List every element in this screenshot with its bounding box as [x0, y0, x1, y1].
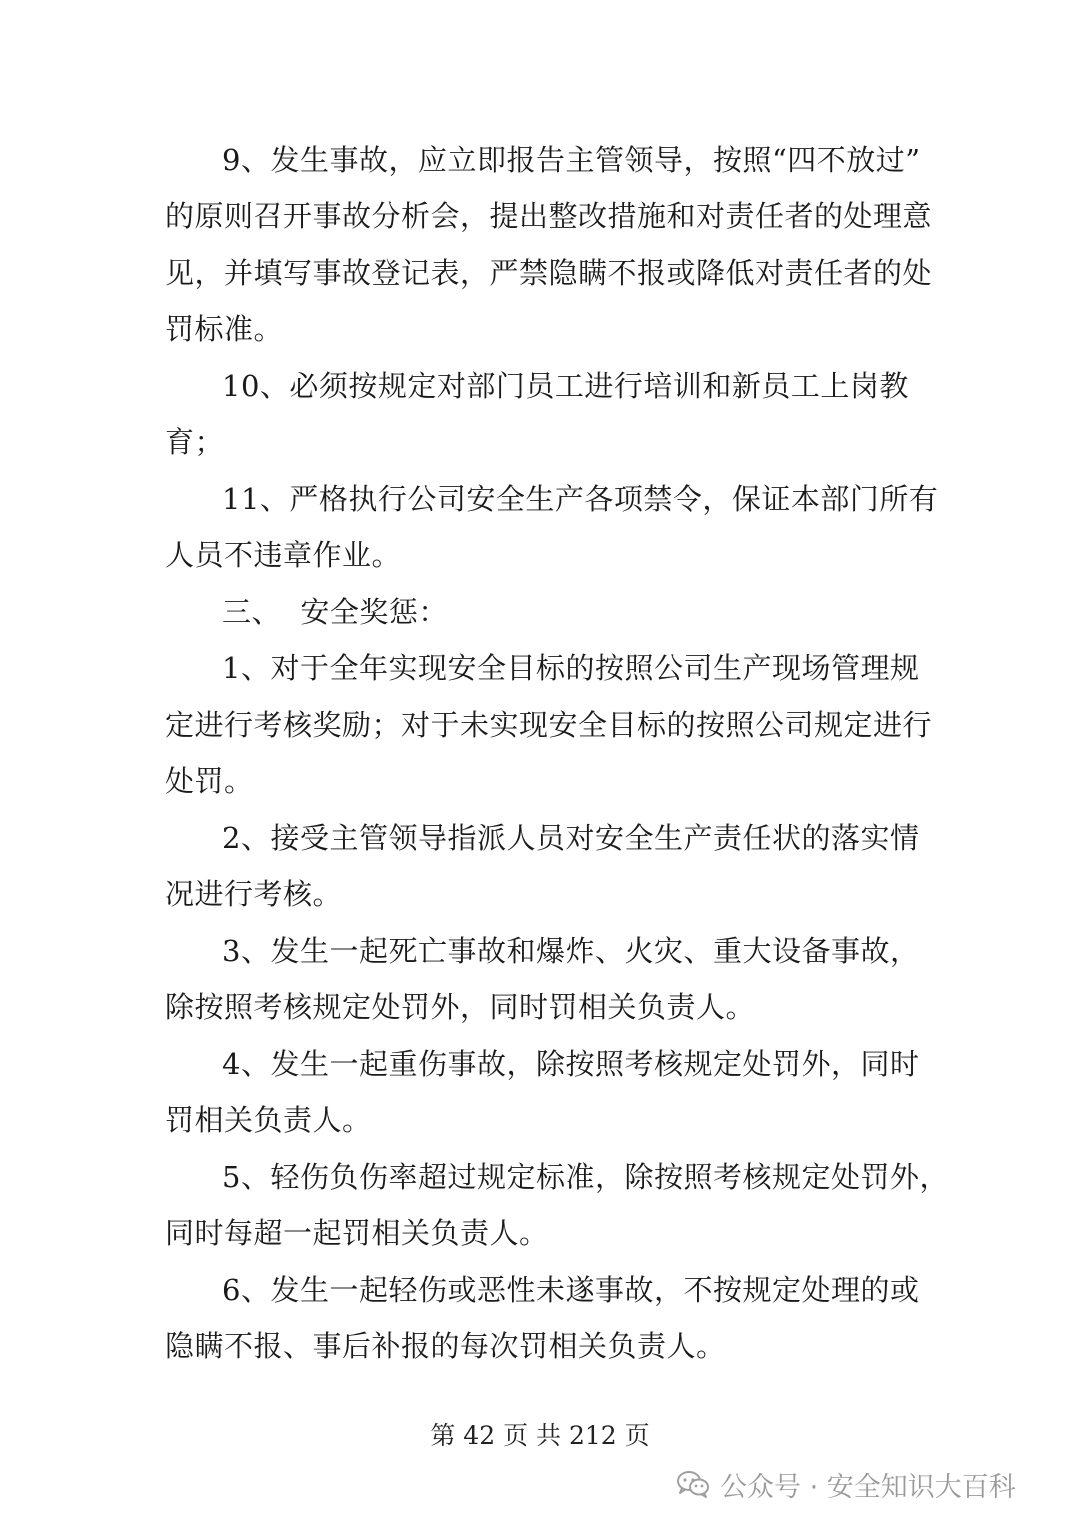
paragraph-line: 6、发生一起轻伤或恶性未遂事故，不按规定处理的或	[222, 1273, 920, 1307]
paragraph-line: 4、发生一起重伤事故，除按照考核规定处罚外，同时	[222, 1047, 920, 1081]
paragraph-line: 9、发生事故，应立即报告主管领导，按照“四不放过”	[222, 143, 921, 177]
paragraph-line: 10、必须按规定对部门员工进行培训和新员工上岗教	[222, 369, 909, 403]
paragraph-line: 1、对于全年实现安全目标的按照公司生产现场管理规	[222, 651, 920, 685]
paragraph-line: 5、轻伤负伤率超过规定标准，除按照考核规定处罚外，	[222, 1160, 949, 1194]
paragraph-line: 处罚。	[165, 764, 254, 798]
wechat-icon	[676, 1469, 710, 1499]
paragraph-line: 同时每超一起罚相关负责人。	[165, 1216, 549, 1250]
watermark-text: 公众号 · 安全知识大百科	[720, 1471, 1016, 1503]
paragraph-line: 人员不违章作业。	[165, 538, 402, 572]
paragraph-line: 定进行考核奖励；对于未实现安全目标的按照公司规定进行	[165, 708, 933, 742]
page-number: 第 42 页 共 212 页	[430, 1421, 650, 1450]
watermark	[676, 1462, 1016, 1506]
paragraph-line: 隐瞒不报、事后补报的每次罚相关负责人。	[165, 1329, 726, 1363]
paragraph-line: 育；	[165, 425, 225, 459]
paragraph-line: 罚标准。	[165, 312, 284, 346]
paragraph-line: 11、严格执行公司安全生产各项禁令，保证本部门所有	[222, 482, 939, 516]
paragraph-line: 况进行考核。	[165, 877, 343, 911]
paragraph-line: 见，并填写事故登记表，严禁隐瞒不报或降低对责任者的处	[165, 256, 933, 290]
paragraph-line: 罚相关负责人。	[165, 1103, 372, 1137]
paragraph-line: 3、发生一起死亡事故和爆炸、火灾、重大设备事故，	[222, 934, 920, 968]
section-heading: 三、 安全奖惩：	[222, 595, 448, 629]
paragraph-line: 的原则召开事故分析会，提出整改措施和对责任者的处理意	[165, 199, 933, 233]
paragraph-line: 2、接受主管领导指派人员对安全生产责任状的落实情	[222, 821, 920, 855]
paragraph-line: 除按照考核规定处罚外，同时罚相关负责人。	[165, 990, 756, 1024]
